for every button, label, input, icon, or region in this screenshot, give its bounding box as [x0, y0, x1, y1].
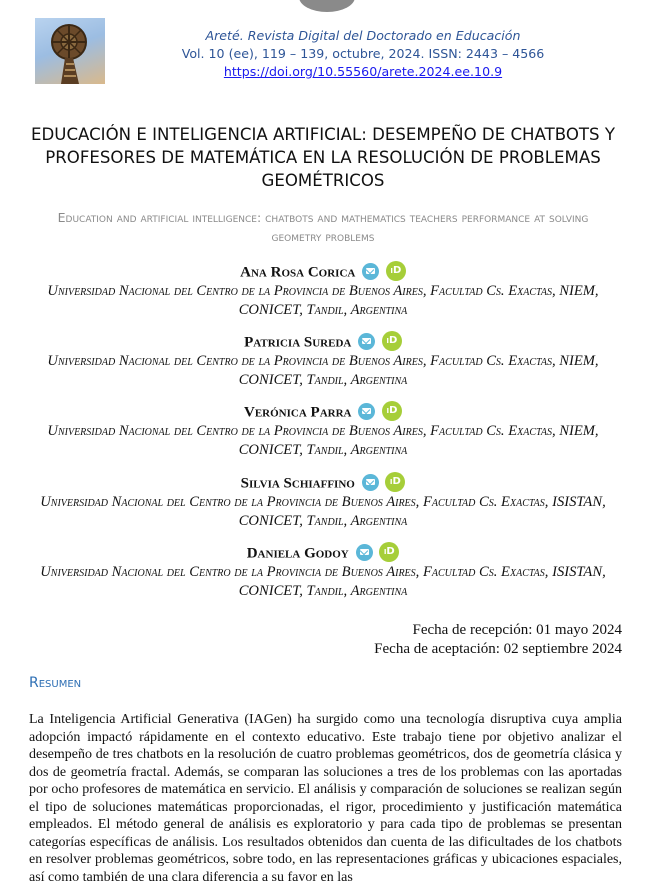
author-affiliation: Universidad Nacional del Centro de la Provincia de Buenos Aires, Facultad Cs. Exactas, NIEM, CONICET, Tandil, Argentina — [47, 353, 599, 388]
orcid-icon[interactable]: iD — [386, 261, 406, 281]
orcid-icon[interactable]: iD — [382, 331, 402, 351]
author-block — [20, 474, 626, 530]
author-name-row — [20, 403, 626, 422]
author-name-row — [20, 544, 626, 563]
abstract-heading: Resumen — [29, 675, 82, 691]
accepted-date: Fecha de aceptación: 02 septiembre 2024 — [374, 640, 622, 657]
author-block — [20, 333, 626, 389]
mail-icon[interactable] — [356, 544, 373, 561]
mail-icon[interactable] — [362, 474, 379, 491]
volume-line: Vol. 10 (ee), 119 – 139, octubre, 2024. ISSN: 2443 – 4566 — [181, 46, 545, 61]
mail-icon[interactable] — [358, 403, 375, 420]
journal-header — [140, 27, 586, 81]
orcid-icon[interactable]: iD — [385, 472, 405, 492]
author-affiliation: Universidad Nacional del Centro de la Provincia de Buenos Aires, Facultad Cs. Exactas, NIEM, CONICET, Tandil, Argentina — [47, 283, 599, 318]
author-name-row — [20, 263, 626, 282]
author-name-row — [20, 333, 626, 352]
top-tab-decoration — [299, 0, 355, 12]
orcid-icon[interactable]: iD — [379, 542, 399, 562]
article-title: EDUCACIÓN E INTELIGENCIA ARTIFICIAL: DESEMPEÑO DE CHATBOTS Y PROFESORES DE MATEMÁTICA EN LA RESOLUCIÓN DE PROBLEMAS GEOMÉTRICOS — [31, 125, 615, 190]
abstract-text: La Inteligencia Artificial Generativa (IAGen) ha surgido como una tecnología disruptiva cuya amplia adopción impactó rápidamente en el contexto educativo. Este trabajo tiene por objetivo analizar el desempeño de tres chatbots en la resolución de cuatro problemas geométricos, dos de geometría clásica y dos de geometría fractal. Además, se comparan las soluciones a tres de los problemas con las aportadas por ocho profesores de matemática en servicio. El análisis y comparación de soluciones se realizan según el tipo de soluciones matemáticas proporcionadas, el rigor, procedimiento y justificación matemática empleados. El método general de análisis es exploratorio y para cada tipo de problemas se presentan categorías específicas de análisis. Los resultados obtenidos dan cuenta de las dificultades de los chatbots en resolver problemas geométricos, sobre todo, en las representaciones gráficas y ubicaciones espaciales, así como también de una clara diferencia a su favor en las — [29, 712, 622, 885]
author-block — [20, 263, 626, 319]
author-affiliation: Universidad Nacional del Centro de la Provincia de Buenos Aires, Facultad Cs. Exactas, ISISTAN, CONICET, Tandil, Argentina — [40, 494, 606, 529]
author-block — [20, 544, 626, 600]
author-name: Silvia Schiaffino — [240, 475, 355, 492]
article-title-english: Education and artificial intelligence: chatbots and mathematics teachers performance at solving geometry problems — [57, 210, 589, 244]
mail-icon[interactable] — [358, 333, 375, 350]
orcid-icon[interactable]: iD — [382, 401, 402, 421]
author-block — [20, 403, 626, 459]
submission-dates — [374, 621, 622, 658]
mail-icon[interactable] — [362, 263, 379, 280]
author-name: Ana Rosa Corica — [240, 264, 356, 281]
author-affiliation: Universidad Nacional del Centro de la Provincia de Buenos Aires, Facultad Cs. Exactas, ISISTAN, CONICET, Tandil, Argentina — [40, 564, 606, 599]
received-date: Fecha de recepción: 01 mayo 2024 — [412, 622, 622, 638]
journal-logo — [35, 18, 105, 84]
author-name: Daniela Godoy — [246, 545, 349, 562]
author-name: Patricia Sureda — [244, 334, 352, 351]
doi-link[interactable]: https://doi.org/10.55560/arete.2024.ee.10.9 — [223, 64, 503, 79]
author-name: Verónica Parra — [244, 404, 352, 421]
journal-name: Areté. Revista Digital del Doctorado en Educación — [205, 28, 521, 43]
author-name-row — [20, 474, 626, 493]
author-affiliation: Universidad Nacional del Centro de la Provincia de Buenos Aires, Facultad Cs. Exactas, NIEM, CONICET, Tandil, Argentina — [47, 423, 599, 458]
